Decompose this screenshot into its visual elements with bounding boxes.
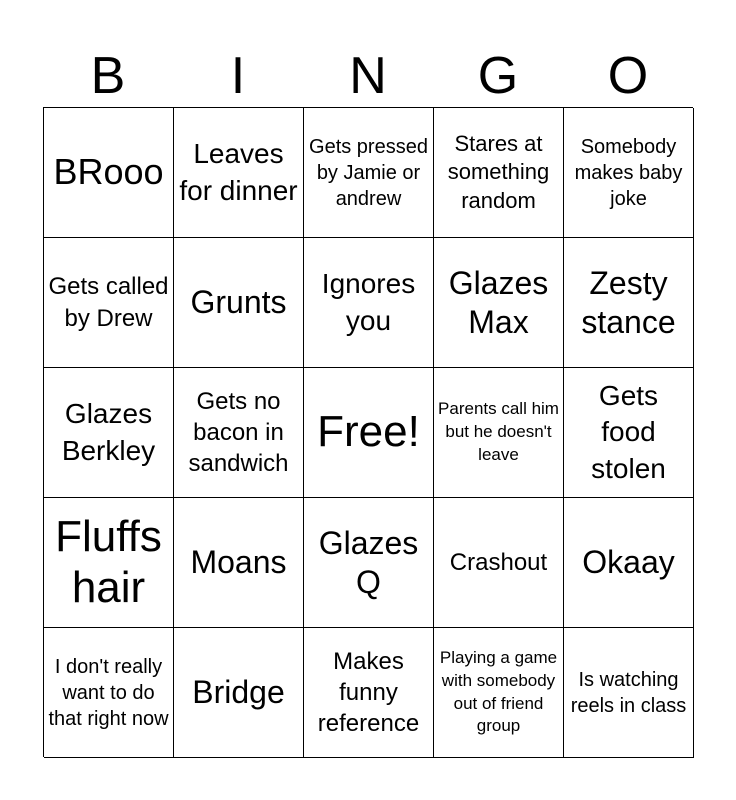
bingo-cell[interactable] <box>434 628 564 758</box>
bingo-cell[interactable] <box>434 498 564 628</box>
bingo-cell[interactable] <box>174 238 304 368</box>
bingo-cell-text: Parents call him but he doesn't leave <box>438 399 559 464</box>
bingo-cell[interactable] <box>174 498 304 628</box>
bingo-cell-text: Zesty stance <box>581 265 676 340</box>
bingo-cell-text: Ignores you <box>321 268 416 336</box>
bingo-cell-text: Leaves for dinner <box>179 138 298 206</box>
bingo-cell[interactable] <box>174 628 304 758</box>
bingo-cell[interactable] <box>44 628 174 758</box>
bingo-cell-text: Gets pressed by Jamie or andrew <box>309 135 428 210</box>
bingo-cell-text: Crashout <box>449 548 548 576</box>
bingo-cell[interactable] <box>174 108 304 238</box>
bingo-cell[interactable] <box>304 628 434 758</box>
bingo-cell-text: Glazes Q <box>318 525 419 600</box>
bingo-cell-text: Bridge <box>192 674 285 711</box>
header-letter-o: O <box>607 47 649 105</box>
bingo-cell-free[interactable] <box>304 368 434 498</box>
bingo-cell[interactable] <box>304 238 434 368</box>
bingo-cell-text: Glazes Berkley <box>61 398 156 466</box>
bingo-cell-text: Fluffs hair <box>55 511 162 612</box>
bingo-cell[interactable] <box>434 108 564 238</box>
bingo-grid <box>43 107 693 757</box>
bingo-cell-text: Is watching reels in class <box>570 668 687 717</box>
bingo-cell[interactable] <box>434 368 564 498</box>
bingo-cell[interactable] <box>564 368 694 498</box>
bingo-cell-text: Makes funny reference <box>317 647 420 738</box>
bingo-cell-text: Glazes Max <box>448 265 549 340</box>
bingo-header <box>43 44 693 108</box>
bingo-cell[interactable] <box>44 498 174 628</box>
header-letter-n: N <box>349 47 387 105</box>
header-letter-g: G <box>477 47 519 105</box>
bingo-cell-text: Grunts <box>190 284 287 321</box>
header-letter-i: I <box>230 47 246 105</box>
bingo-cell-text: Gets called by Drew <box>48 273 169 332</box>
bingo-cell-text: Playing a game with somebody out of friend group <box>439 647 558 736</box>
bingo-cell[interactable] <box>564 108 694 238</box>
bingo-cell[interactable] <box>44 108 174 238</box>
bingo-cell-text: Gets no bacon in sandwich <box>188 387 289 478</box>
bingo-cell-text: I don't really want to do that right now <box>48 655 169 730</box>
bingo-cell-text: Gets food stolen <box>591 379 666 484</box>
bingo-cell-text: BRooo <box>53 151 164 193</box>
bingo-cell-text: Moans <box>190 544 287 581</box>
bingo-cell-text: Okaay <box>582 544 675 581</box>
bingo-cell[interactable] <box>304 108 434 238</box>
bingo-cell-text: Stares at something random <box>447 130 550 213</box>
bingo-cell[interactable] <box>174 368 304 498</box>
header-letter-b: B <box>90 47 126 105</box>
bingo-cell[interactable] <box>434 238 564 368</box>
bingo-cell[interactable] <box>564 628 694 758</box>
bingo-cell[interactable] <box>304 498 434 628</box>
bingo-cell[interactable] <box>44 368 174 498</box>
bingo-cell[interactable] <box>564 498 694 628</box>
bingo-cell[interactable] <box>44 238 174 368</box>
bingo-cell[interactable] <box>564 238 694 368</box>
bingo-cell-text: Somebody makes baby joke <box>574 135 683 210</box>
bingo-cell-text: Free! <box>317 407 420 457</box>
